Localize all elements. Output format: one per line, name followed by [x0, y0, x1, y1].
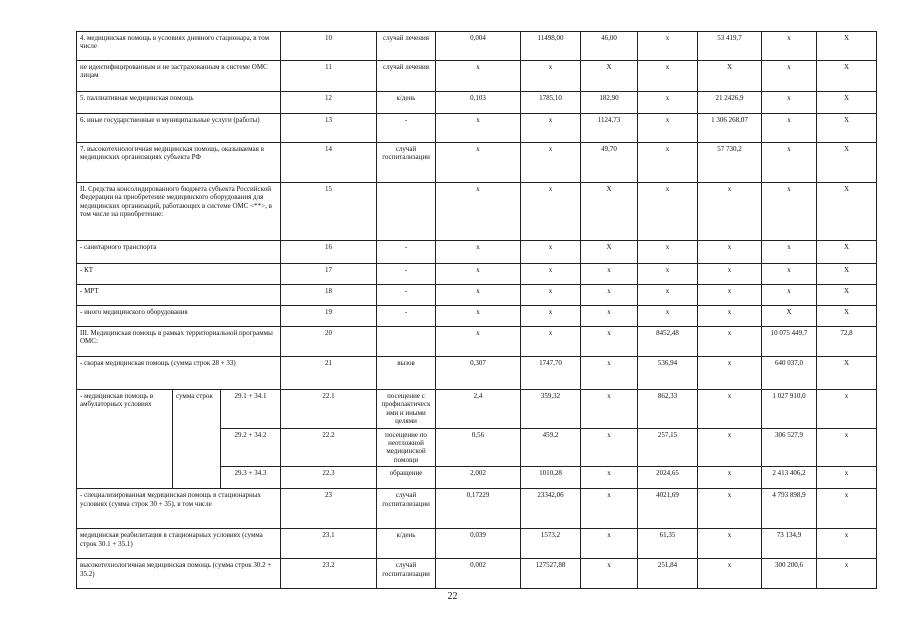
cell-value: х: [817, 559, 877, 589]
cell-value: 306 527,9: [762, 428, 817, 467]
cell-value: 23342,06: [521, 489, 581, 529]
row-code: 22.3: [281, 467, 377, 489]
row-name: II. Средства консолидированного бюджета субъекта Российской Федерации на приобретение медицинского оборудования для медицинских организаций, работающих в системе ОМС <**>, в том числе на приобретение:: [77, 183, 281, 241]
row-code: 17: [281, 264, 377, 285]
row-name: III. Медицинская помощь в рамках территориальной программы ОМС:: [77, 327, 281, 357]
row-name: медицинская реабилитация в стационарных условиях (сумма строк 30.1 + 35.1): [77, 529, 281, 559]
cell-value: х: [581, 428, 638, 467]
cell-value: х: [638, 306, 698, 327]
cell-value: 1010,28: [521, 467, 581, 489]
cell-value: х: [638, 92, 698, 114]
cell-value: 862,33: [638, 390, 698, 429]
cell-value: 300 200,6: [762, 559, 817, 589]
cell-value: 0,56: [436, 428, 521, 467]
cell-value: 49,70: [581, 143, 638, 183]
cell-value: 46,00: [581, 32, 638, 61]
cell-value: х: [521, 114, 581, 143]
cell-value: х: [581, 390, 638, 429]
row-unit: случай госпитализации: [377, 489, 436, 529]
cell-value: 4021,69: [638, 489, 698, 529]
cell-value: х: [698, 559, 762, 589]
cell-value: х: [436, 241, 521, 264]
row-code: 14: [281, 143, 377, 183]
row-name: - КТ: [77, 264, 281, 285]
row-code: 21: [281, 357, 377, 390]
cell-value: Х: [817, 306, 877, 327]
row-name: 5. паллиативная медицинская помощь: [77, 92, 281, 114]
table-row: [77, 306, 877, 327]
cell-value: х: [436, 183, 521, 241]
row-unit: [377, 327, 436, 357]
cell-value: х: [581, 285, 638, 306]
sum-label: сумма строк: [173, 390, 221, 489]
cell-value: х: [521, 241, 581, 264]
cell-value: х: [521, 306, 581, 327]
cell-value: 73 134,9: [762, 529, 817, 559]
cell-value: Х: [581, 61, 638, 92]
row-name: - санитарного транспорта: [77, 241, 281, 264]
table-row: [77, 143, 877, 183]
row-unit: вызов: [377, 357, 436, 390]
row-code: 10: [281, 32, 377, 61]
row-unit: посещение с профилактическими и иными целями: [377, 390, 436, 429]
row-name: 4. медицинская помощь в условиях дневного стационара, в том числе: [77, 32, 281, 61]
row-name: высокотехнологичная медицинская помощь (сумма строк 30.2 + 35.2): [77, 559, 281, 589]
cell-value: 2,4: [436, 390, 521, 429]
cell-value: х: [436, 143, 521, 183]
row-name: - иного медицинского оборудования: [77, 306, 281, 327]
cell-value: Х: [817, 285, 877, 306]
cell-value: 459,2: [521, 428, 581, 467]
cell-value: х: [521, 285, 581, 306]
cell-value: х: [521, 183, 581, 241]
cell-value: х: [762, 241, 817, 264]
cell-value: х: [436, 306, 521, 327]
cell-value: х: [521, 61, 581, 92]
row-code: 13: [281, 114, 377, 143]
table-row: [77, 183, 877, 241]
cell-value: х: [698, 467, 762, 489]
table-row: [77, 32, 877, 61]
cell-value: х: [581, 327, 638, 357]
cell-value: 0,004: [436, 32, 521, 61]
cell-value: 0,039: [436, 529, 521, 559]
cell-value: х: [817, 529, 877, 559]
table-row: [77, 241, 877, 264]
row-unit: обращение: [377, 467, 436, 489]
row-code: 23.2: [281, 559, 377, 589]
table-row: [77, 327, 877, 357]
cell-value: х: [436, 61, 521, 92]
cell-value: 1 306 268,07: [698, 114, 762, 143]
cell-value: 61,35: [638, 529, 698, 559]
row-code: 22.2: [281, 428, 377, 467]
cell-value: Х: [817, 32, 877, 61]
cell-value: х: [581, 357, 638, 390]
cell-value: х: [436, 285, 521, 306]
row-name: - медицинская помощь в амбулаторных условиях: [77, 390, 173, 489]
table-row: [77, 114, 877, 143]
row-name: 7. высокотехнологичная медицинская помощь, оказываемая в медицинских организациях субъекта РФ: [77, 143, 281, 183]
table-row: [77, 264, 877, 285]
row-unit: случай лечения: [377, 32, 436, 61]
cell-value: х: [698, 306, 762, 327]
cell-value: х: [581, 306, 638, 327]
cell-value: х: [638, 32, 698, 61]
row-unit: к/день: [377, 529, 436, 559]
cell-value: х: [521, 327, 581, 357]
row-unit: [377, 183, 436, 241]
row-unit: случай госпитализации: [377, 143, 436, 183]
row-unit: -: [377, 264, 436, 285]
cell-value: х: [698, 285, 762, 306]
cell-value: х: [698, 264, 762, 285]
cell-value: Х: [817, 241, 877, 264]
cell-value: 53 419,7: [698, 32, 762, 61]
cell-value: Х: [817, 92, 877, 114]
row-code: 20: [281, 327, 377, 357]
table-row: [77, 357, 877, 390]
cell-value: 1124,73: [581, 114, 638, 143]
cell-value: х: [638, 241, 698, 264]
cell-value: х: [581, 489, 638, 529]
cell-value: 4 793 898,9: [762, 489, 817, 529]
row-unit: -: [377, 306, 436, 327]
cell-value: 0,002: [436, 559, 521, 589]
cell-value: х: [762, 114, 817, 143]
cell-value: х: [638, 114, 698, 143]
cell-value: х: [698, 241, 762, 264]
cell-value: х: [817, 428, 877, 467]
row-name: не идентифицированным и не застрахованным в системе ОМС лицам: [77, 61, 281, 92]
row-code: 18: [281, 285, 377, 306]
cell-value: 1747,70: [521, 357, 581, 390]
row-unit: посещение по неотложной медицинской помощи: [377, 428, 436, 467]
cell-value: 0,103: [436, 92, 521, 114]
cell-value: Х: [817, 61, 877, 92]
cell-value: Х: [581, 241, 638, 264]
cell-value: 359,32: [521, 390, 581, 429]
cell-value: 1 027 910,0: [762, 390, 817, 429]
row-name: - МРТ: [77, 285, 281, 306]
row-name: 6. иные государственные и муниципальные услуги (работы): [77, 114, 281, 143]
cell-value: х: [817, 489, 877, 529]
cell-value: х: [638, 183, 698, 241]
cell-value: 10 075 449,7: [762, 327, 817, 357]
cell-value: х: [698, 357, 762, 390]
cell-value: х: [698, 390, 762, 429]
cell-value: х: [762, 183, 817, 241]
cell-value: Х: [817, 143, 877, 183]
row-unit: -: [377, 114, 436, 143]
row-code: 11: [281, 61, 377, 92]
table-row: [77, 92, 877, 114]
cell-value: Х: [817, 114, 877, 143]
row-unit: к/день: [377, 92, 436, 114]
cell-value: х: [698, 428, 762, 467]
table-row: [77, 285, 877, 306]
row-unit: -: [377, 241, 436, 264]
cell-value: 2,002: [436, 467, 521, 489]
cell-value: 257,15: [638, 428, 698, 467]
cell-value: 182,90: [581, 92, 638, 114]
cell-value: 72,8: [817, 327, 877, 357]
row-code: 12: [281, 92, 377, 114]
table-row: [77, 390, 877, 429]
row-formula: 29.2 + 34.2: [221, 428, 281, 467]
table-row: [77, 529, 877, 559]
cell-value: 127527,88: [521, 559, 581, 589]
cell-value: Х: [581, 183, 638, 241]
cell-value: 8452,48: [638, 327, 698, 357]
cell-value: х: [581, 529, 638, 559]
cell-value: х: [762, 143, 817, 183]
cell-value: х: [638, 285, 698, 306]
row-name: - специализированная медицинская помощь в стационарных условиях (сумма строк 30 + 35), в том числе: [77, 489, 281, 529]
cell-value: 640 037,0: [762, 357, 817, 390]
page-number: 22: [447, 591, 458, 602]
row-unit: -: [377, 285, 436, 306]
cell-value: х: [817, 467, 877, 489]
cell-value: х: [762, 61, 817, 92]
cell-value: х: [521, 264, 581, 285]
cell-value: х: [436, 327, 521, 357]
cell-value: Х: [698, 61, 762, 92]
cell-value: х: [817, 390, 877, 429]
row-code: 19: [281, 306, 377, 327]
cell-value: 251,84: [638, 559, 698, 589]
cell-value: х: [698, 183, 762, 241]
cell-value: х: [762, 264, 817, 285]
cell-value: х: [436, 114, 521, 143]
cell-value: 11498,00: [521, 32, 581, 61]
cell-value: Х: [817, 357, 877, 390]
row-code: 23.1: [281, 529, 377, 559]
row-code: 23: [281, 489, 377, 529]
table-row: [77, 61, 877, 92]
table-row: [77, 489, 877, 529]
cell-value: 57 730,2: [698, 143, 762, 183]
cell-value: Х: [762, 306, 817, 327]
cell-value: 0,307: [436, 357, 521, 390]
cell-value: 1573,2: [521, 529, 581, 559]
cell-value: х: [762, 92, 817, 114]
cell-value: х: [698, 489, 762, 529]
row-name: - скорая медицинская помощь (сумма строк 28 + 33): [77, 357, 281, 390]
row-formula: 29.1 + 34.1: [221, 390, 281, 429]
cell-value: х: [698, 327, 762, 357]
cell-value: х: [638, 264, 698, 285]
cell-value: Х: [817, 264, 877, 285]
row-unit: случай лечения: [377, 61, 436, 92]
cell-value: х: [581, 264, 638, 285]
cell-value: 2 413 406,2: [762, 467, 817, 489]
row-formula: 29.3 + 34.3: [221, 467, 281, 489]
cell-value: 1785,10: [521, 92, 581, 114]
cell-value: х: [638, 143, 698, 183]
cell-value: х: [521, 143, 581, 183]
row-code: 22.1: [281, 390, 377, 429]
row-code: 15: [281, 183, 377, 241]
cell-value: х: [762, 285, 817, 306]
row-code: 16: [281, 241, 377, 264]
table-row: [77, 559, 877, 589]
cell-value: 21 2426,9: [698, 92, 762, 114]
cell-value: х: [698, 529, 762, 559]
cell-value: 536,94: [638, 357, 698, 390]
row-unit: случай госпитализации: [377, 559, 436, 589]
cell-value: х: [638, 61, 698, 92]
cell-value: Х: [817, 183, 877, 241]
cell-value: 0,17229: [436, 489, 521, 529]
cell-value: х: [581, 467, 638, 489]
cell-value: х: [581, 559, 638, 589]
cell-value: х: [436, 264, 521, 285]
cell-value: х: [762, 32, 817, 61]
financing-table: [76, 31, 877, 589]
cell-value: 2024,65: [638, 467, 698, 489]
